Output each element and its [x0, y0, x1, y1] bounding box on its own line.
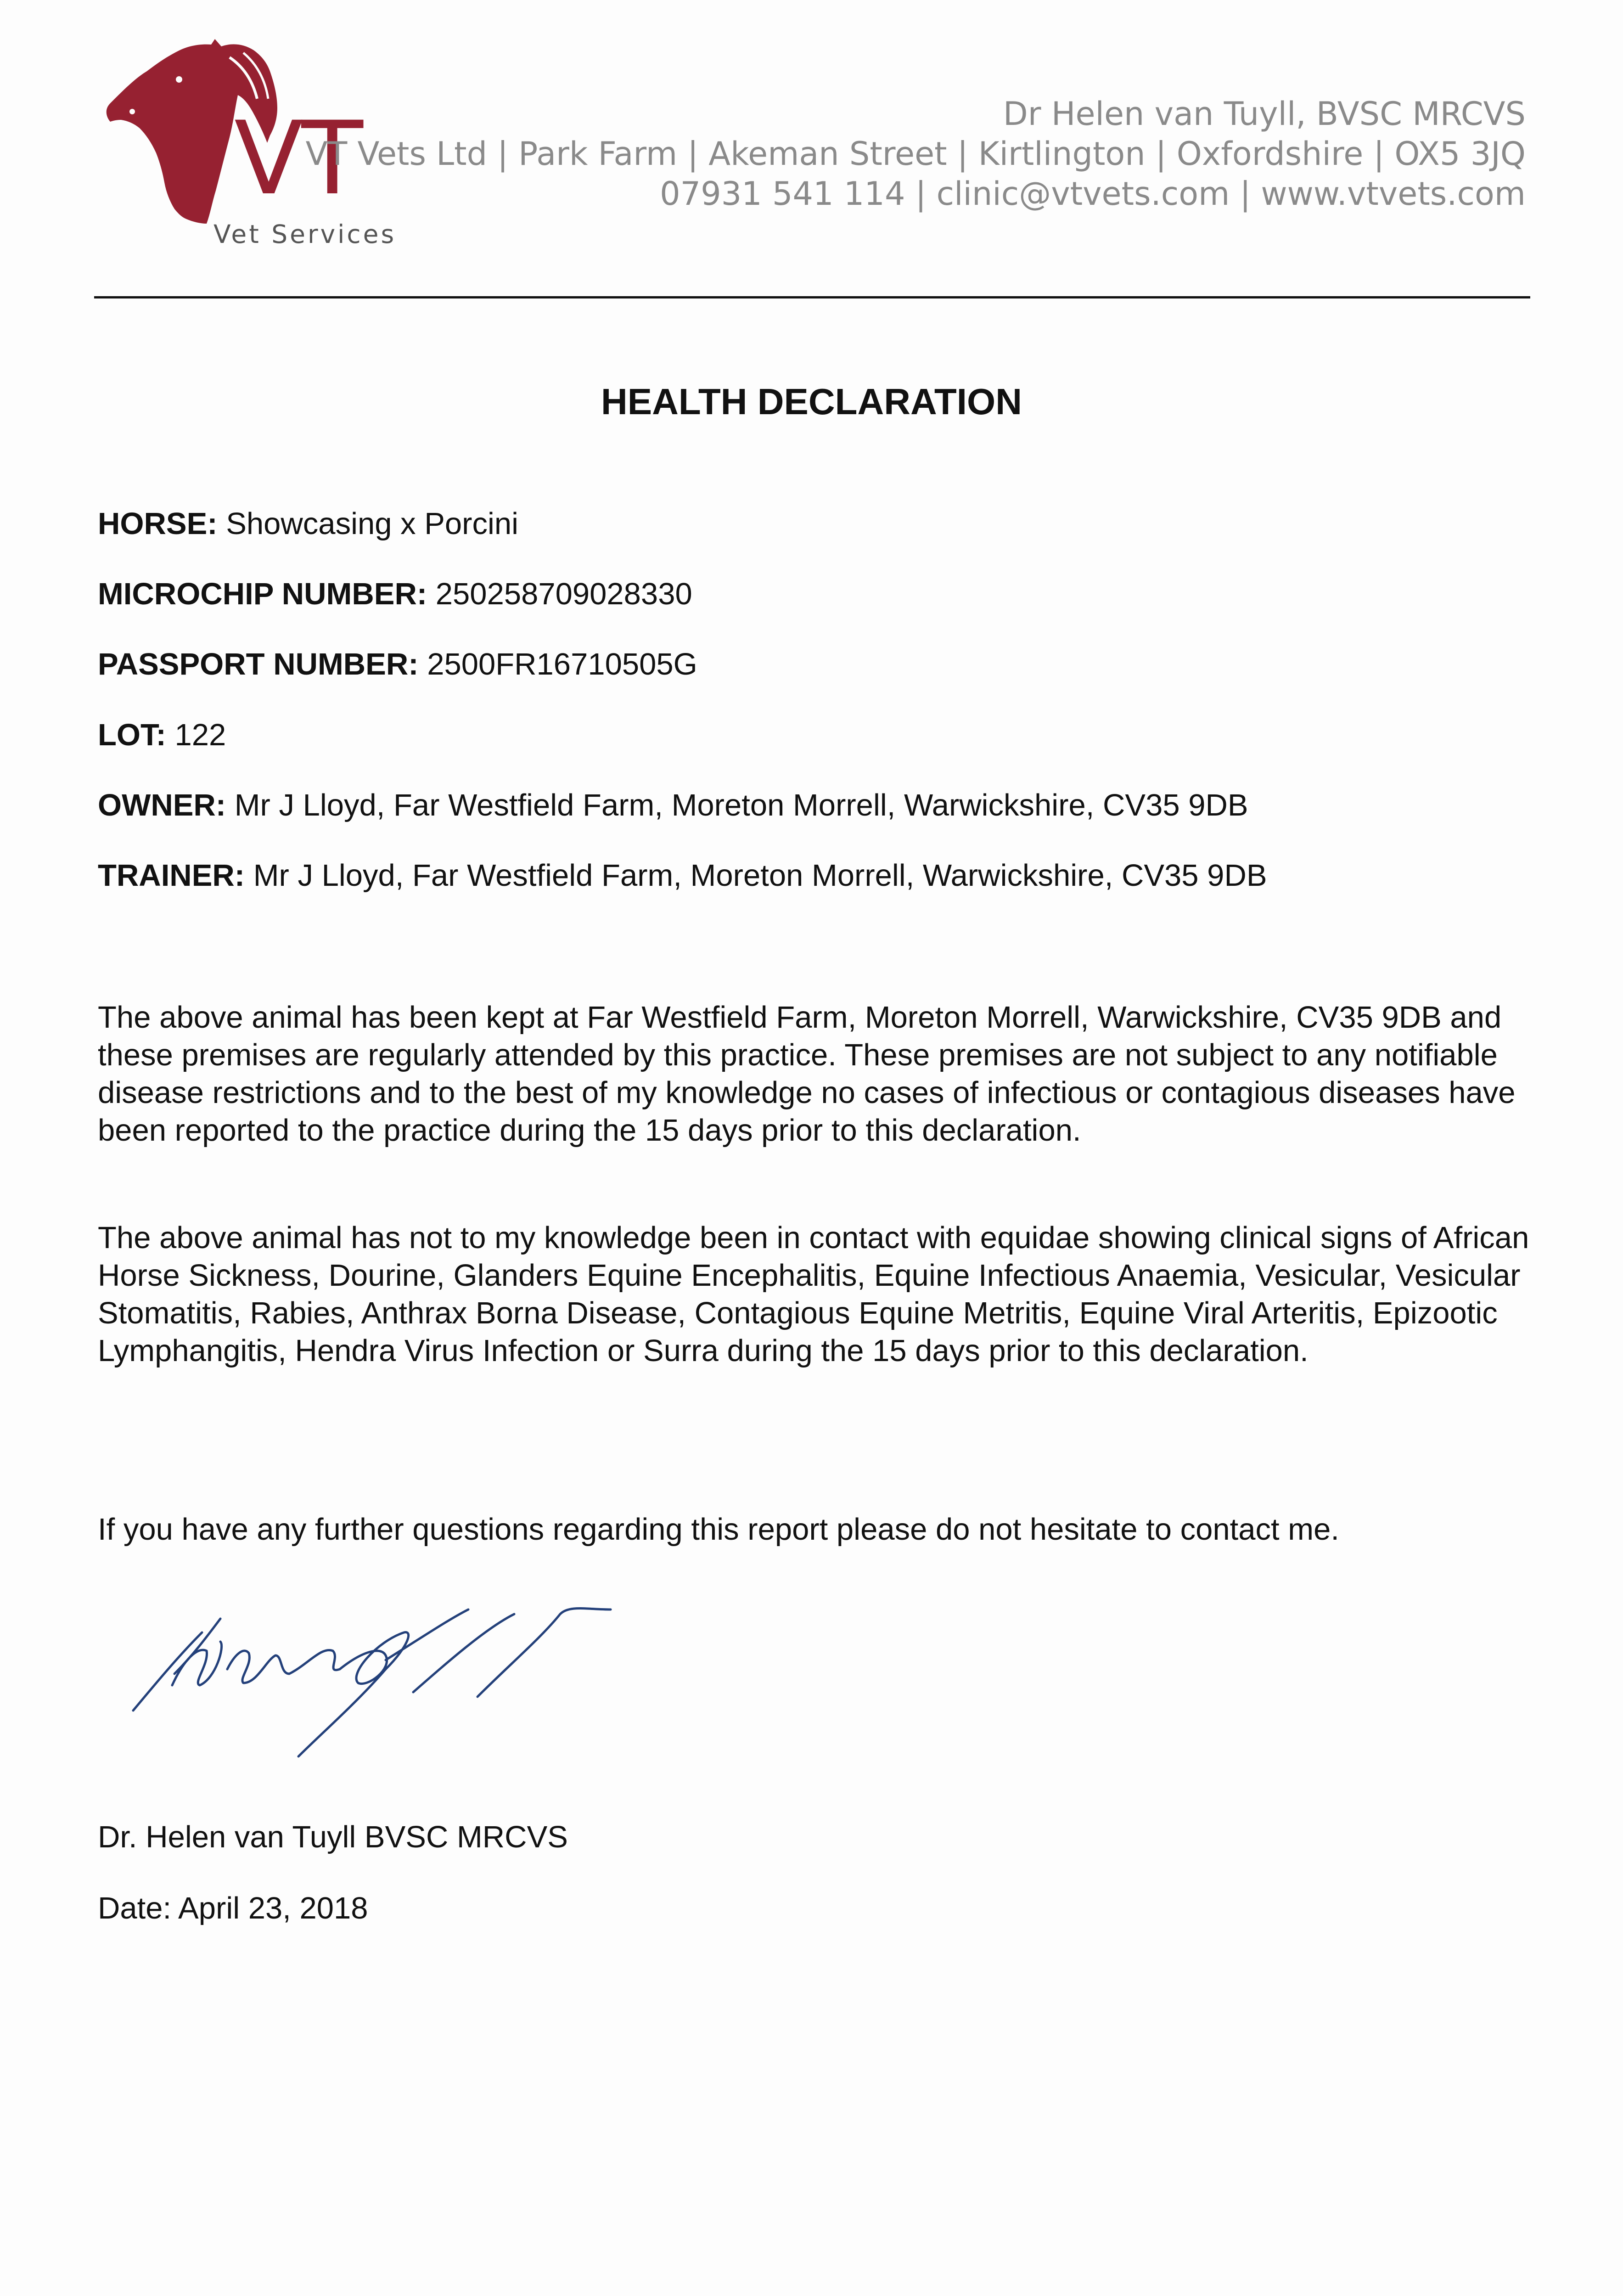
declaration-date: Date: April 23, 2018: [98, 1891, 368, 1925]
field-lot-label: LOT:: [98, 718, 166, 752]
practice-vet-name: Dr Helen van Tuyll, BVSC MRCVS: [1003, 95, 1526, 133]
field-owner-label: OWNER:: [98, 788, 226, 822]
field-passport-label: PASSPORT NUMBER:: [98, 647, 419, 681]
field-trainer-value: Mr J Lloyd, Far Westfield Farm, Moreton Morrell, Warwickshire, CV35 9DB: [253, 858, 1267, 893]
field-lot-value: 122: [174, 718, 226, 752]
header-divider: [94, 296, 1530, 298]
field-microchip-label: MICROCHIP NUMBER:: [98, 577, 427, 611]
field-trainer-label: TRAINER:: [98, 858, 245, 893]
field-passport: [98, 649, 697, 680]
field-owner-value: Mr J Lloyd, Far Westfield Farm, Moreton Morrell, Warwickshire, CV35 9DB: [234, 788, 1248, 822]
practice-contact: 07931 541 114 | clinic@vtvets.com | www.vtvets.com: [660, 175, 1526, 213]
field-microchip-value: 250258709028330: [435, 577, 692, 611]
document-title: HEALTH DECLARATION: [601, 381, 1022, 422]
field-horse-value: Showcasing x Porcini: [226, 506, 518, 541]
field-horse-label: HORSE:: [98, 506, 218, 541]
field-horse: [98, 508, 518, 539]
closing-line: If you have any further questions regarding this report please do not hesitate to contact me.: [98, 1512, 1339, 1547]
field-owner: [98, 790, 1248, 821]
field-passport-value: 2500FR16710505G: [427, 647, 697, 681]
field-microchip: [98, 579, 692, 609]
logo-vet-services-text: Vet Services: [213, 219, 397, 249]
field-trainer: [98, 860, 1267, 891]
signature-image: [129, 1605, 638, 1779]
field-lot: [98, 720, 226, 750]
paragraph-premises: The above animal has been kept at Far Westfield Farm, Moreton Morrell, Warwickshire, CV35 9DB and these premises are regularly attended by this practice. These premises are not subject to any notifiable disease restrictions and to the best of my knowledge no cases of infectious or contagious diseases have been reported to the practice during the 15 days prior to this declaration.: [98, 1000, 1516, 1148]
logo-vt-text: VT: [234, 100, 361, 217]
paragraph-disease-contact: The above animal has not to my knowledge been in contact with equidae showing clinical signs of African Horse Sickness, Dourine, Glanders Equine Encephalitis, Equine Infectious Anaemia, Vesicular, Vesicular Stomatitis, Rabies, Anthrax Borna Disease, Contagious Equine Metritis, Equine Viral Arteritis, Epizootic Lymphangitis, Hendra Virus Infection or Surra during the 15 days prior to this declaration.: [98, 1221, 1529, 1368]
practice-address: VT Vets Ltd | Park Farm | Akeman Street | Kirtlington | Oxfordshire | OX5 3JQ: [305, 135, 1526, 173]
signatory-name: Dr. Helen van Tuyll BVSC MRCVS: [98, 1820, 568, 1854]
practice-contact-block: [306, 94, 1526, 214]
